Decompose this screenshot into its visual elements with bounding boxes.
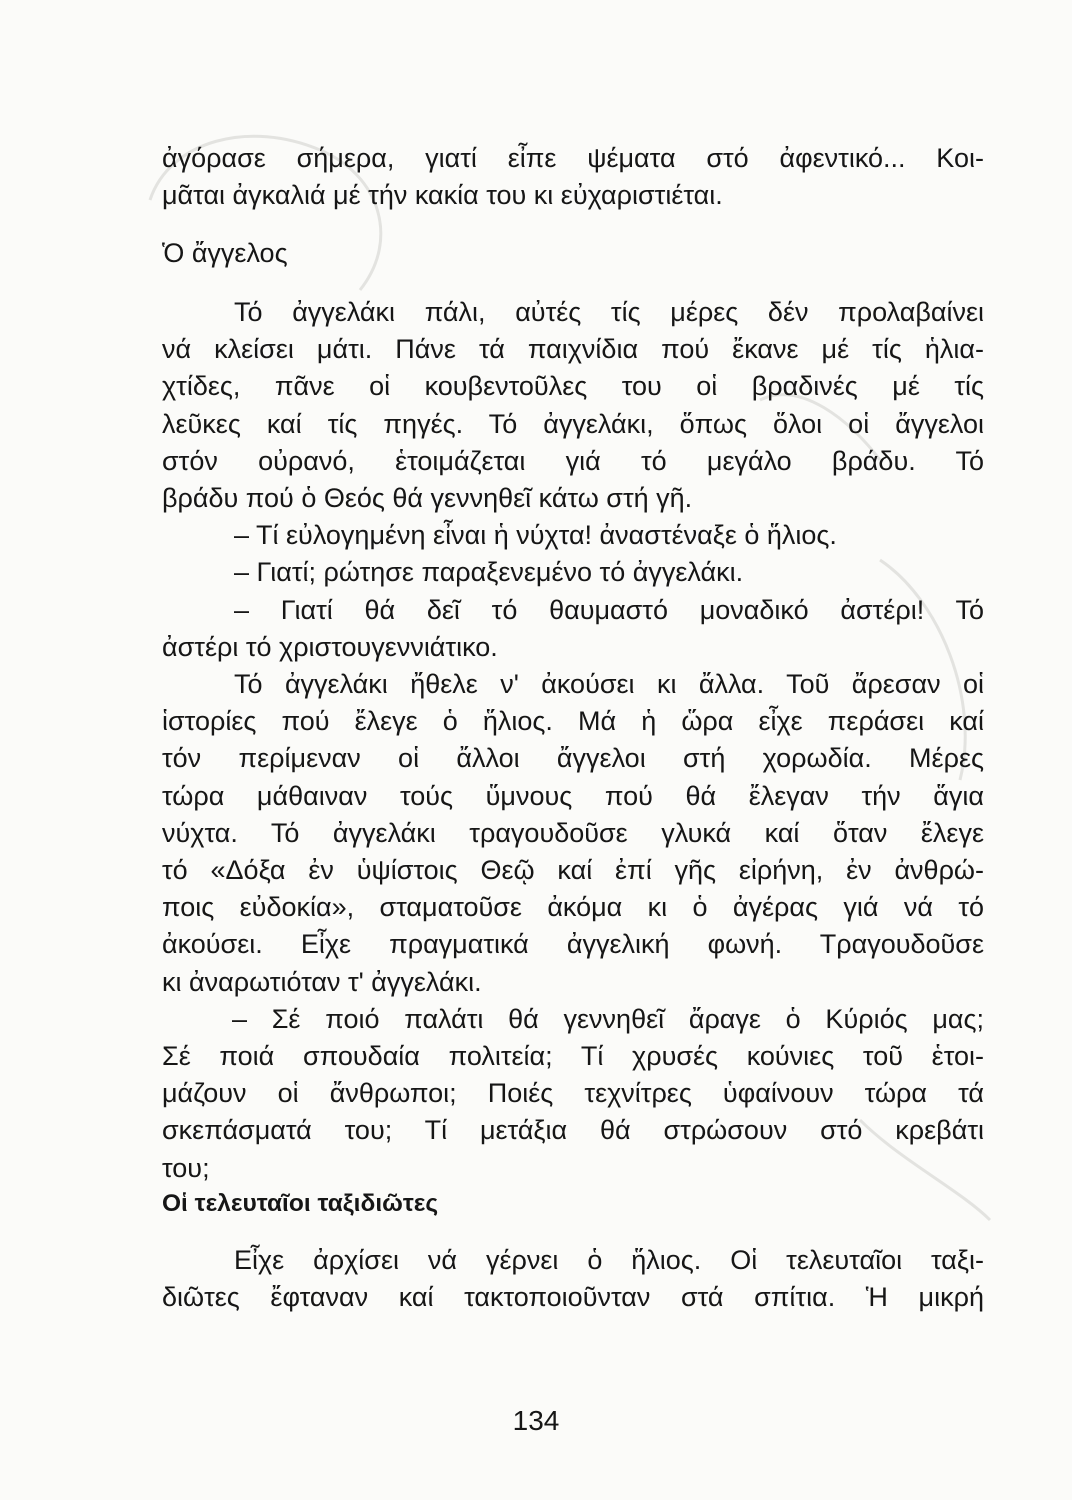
text-line: Σέ ποιά σπουδαία πολιτεία; Τί χρυσές κούνιες τοῦ ἑτοι- [162, 1041, 984, 1072]
text-line: Τό ἀγγελάκι πάλι, αὐτές τίς μέρες δέν προλαβαίνει [234, 297, 984, 327]
text-line: μᾶται ἀγκαλιά μέ τήν κακία του κι εὐχαριστιέται. [162, 180, 723, 211]
text-line: τόν περίμεναν οἱ ἄλλοι ἄγγελοι στή χορωδία. Μέρες [162, 743, 984, 774]
text-line: Τό ἀγγελάκι ἤθελε ν' ἀκούσει κι ἄλλα. Τοῦ ἄρεσαν οἱ [234, 669, 984, 700]
text-line: Εἶχε ἀρχίσει νά γέρνει ὁ ἥλιος. Οἱ τελευταῖοι ταξι- [234, 1245, 984, 1275]
text-line: σκεπάσματά του; Τί μετάξια θά στρώσουν στό κρεβάτι [162, 1115, 984, 1146]
text-line: ἀγόρασε σήμερα, γιατί εἶπε ψέματα στό ἀφεντικό... Κοι- [162, 143, 984, 173]
section-heading-angel: Ὁ ἄγγελος [162, 238, 288, 268]
text-line: στόν οὐρανό, ἑτοιμάζεται γιά τό μεγάλο βράδυ. Τό [162, 445, 984, 476]
section-last-travelers-body [162, 1242, 984, 1316]
page-number: 134 [512, 1405, 560, 1436]
text-line: λεῦκες καί τίς πηγές. Τό ἀγγελάκι, ὅπως ὅλοι οἱ ἄγγελοι [162, 408, 984, 439]
text-line: κι ἀναρωτιόταν τ' ἀγγελάκι. [162, 966, 482, 997]
text-line: νύχτα. Τό ἀγγελάκι τραγουδοῦσε γλυκά καί ὅταν ἔλεγε [162, 817, 984, 848]
section-angel-body [162, 294, 984, 1187]
top-paragraph [162, 140, 984, 214]
text-line: διῶτες ἔφταναν καί τακτοποιοῦνταν στά σπίτια. Ἡ μικρή [162, 1282, 984, 1313]
text-line: μάζουν οἱ ἄνθρωποι; Ποιές τεχνίτρες ὑφαίνουν τώρα τά [162, 1078, 984, 1109]
text-line: – Σέ ποιό παλάτι θά γεννηθεῖ ἄραγε ὁ Κύριός μας; [232, 1003, 984, 1034]
text-line: του; [162, 1152, 210, 1183]
text-line: βράδυ πού ὁ Θεός θά γεννηθεῖ κάτω στή γῆ. [162, 483, 693, 514]
text-line: – Γιατί; ρώτησε παραξενεμένο τό ἀγγελάκι. [234, 557, 744, 588]
section-heading-last-travelers: Οἱ τελευταῖοι ταξιδιῶτες [162, 1190, 439, 1217]
text-line: ἱστορίες πού ἔλεγε ὁ ἥλιος. Μά ἡ ὥρα εἶχε περάσει καί [162, 706, 984, 737]
text-line: – Γιατί θά δεῖ τό θαυμαστό μοναδικό ἀστέρι! Τό [234, 594, 984, 625]
text-line: χτίδες, πᾶνε οἱ κουβεντοῦλες του οἱ βραδινές μέ τίς [162, 371, 984, 402]
text-line: ἀστέρι τό χριστουγεννιάτικο. [162, 631, 498, 662]
text-line: νά κλείσει μάτι. Πάνε τά παιχνίδια πού ἔκανε μέ τίς ἡλια- [162, 334, 984, 365]
text-line: – Τί εὐλογημένη εἶναι ἡ νύχτα! ἀναστέναξε ὁ ἥλιος. [234, 520, 837, 551]
text-line: τό «Δόξα ἐν ὑψίστοις Θεῷ καί ἐπί γῆς εἰρήνη, ἐν ἀνθρώ- [162, 855, 984, 886]
text-line: τώρα μάθαιναν τούς ὕμνους πού θά ἔλεγαν τήν ἅγια [162, 780, 984, 811]
text-line: ἀκούσει. Εἶχε πραγματικά ἀγγελική φωνή. Τραγουδοῦσε [162, 929, 984, 960]
text-line: ποις εὐδοκία», σταματοῦσε ἀκόμα κι ὁ ἀγέρας γιά νά τό [162, 892, 984, 923]
